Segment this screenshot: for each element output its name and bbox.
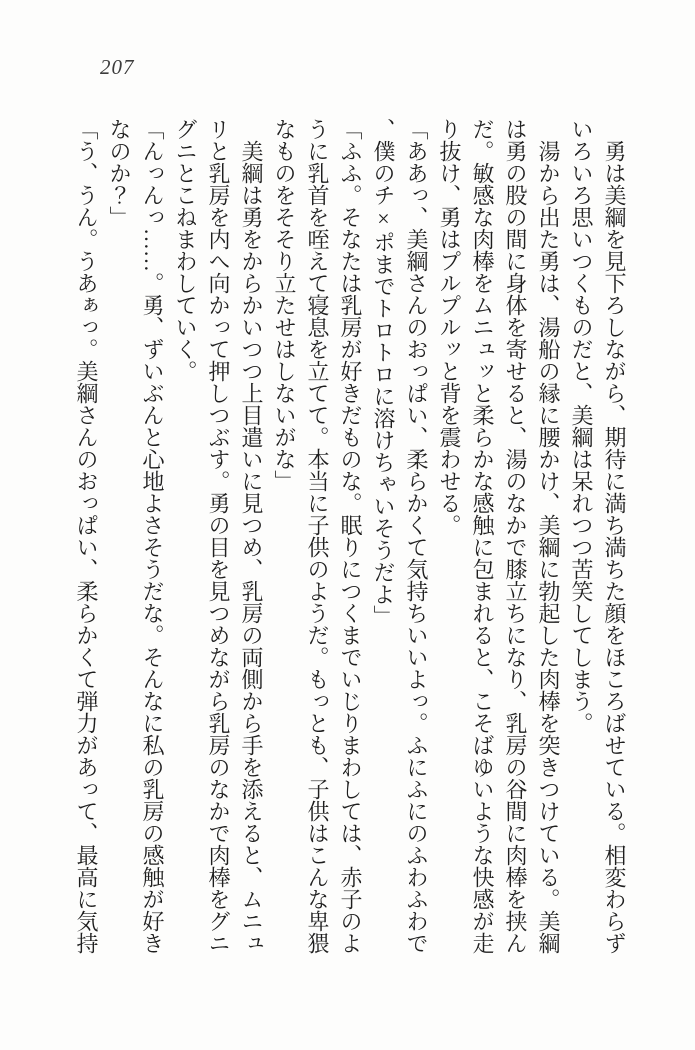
paragraph: 「ああっ、美綱さんのおっぱい、柔らかくて気持ちいいよっ。ふにふにのふわふわで、僕のチ×ポまでトロトロに溶けちゃいそうだよ」 [371, 118, 429, 954]
paragraph: 「んっんっ……。勇、ずいぶんと心地よさそうだな。そんなに私の乳房の感触が好きなのか？」 [107, 118, 165, 954]
paragraph: 「ふふ。そなたは乳房が好きだものな。眠りにつくまでいじりまわしては、赤子のように乳首を咥えて寝息を立てて。本当に子供のようだ。もっとも、子供はこんな卑猥なものをそそり立たせはしないがな」 [272, 118, 363, 954]
text-block [70, 118, 631, 956]
paragraph: 「う、うん。うあぁっ。美綱さんのおっぱい、柔らかくて弾力があって、最高に気持 [74, 118, 99, 954]
paragraph: 美綱は勇をからかいつつ上目遣いに見つめ、乳房の両側から手を添えると、ムニュリと乳房を内へ向かって押しつぶす。勇の目を見つめながら乳房のなかで肉棒をグニグニとこねまわしていく。 [173, 118, 264, 954]
paragraph: 勇は美綱を見下ろしながら、期待に満ち満ちた顔をほころばせている。相変わらずいろいろ思いつくものだと、美綱は呆れつつ苦笑してしまう。 [569, 118, 627, 954]
paragraph: 湯から出た勇は、湯船の縁に腰かけ、美綱に勃起した肉棒を突きつけている。美綱は勇の股の間に身体を寄せると、湯のなかで膝立ちになり、乳房の谷間に肉棒を挟んだ。敏感な肉棒をムニュッと柔らかな感触に包まれると、こそばゆいような快感が走り抜け、勇はプルプルッと背を震わせる。 [437, 118, 561, 954]
page-number: 207 [100, 55, 135, 79]
